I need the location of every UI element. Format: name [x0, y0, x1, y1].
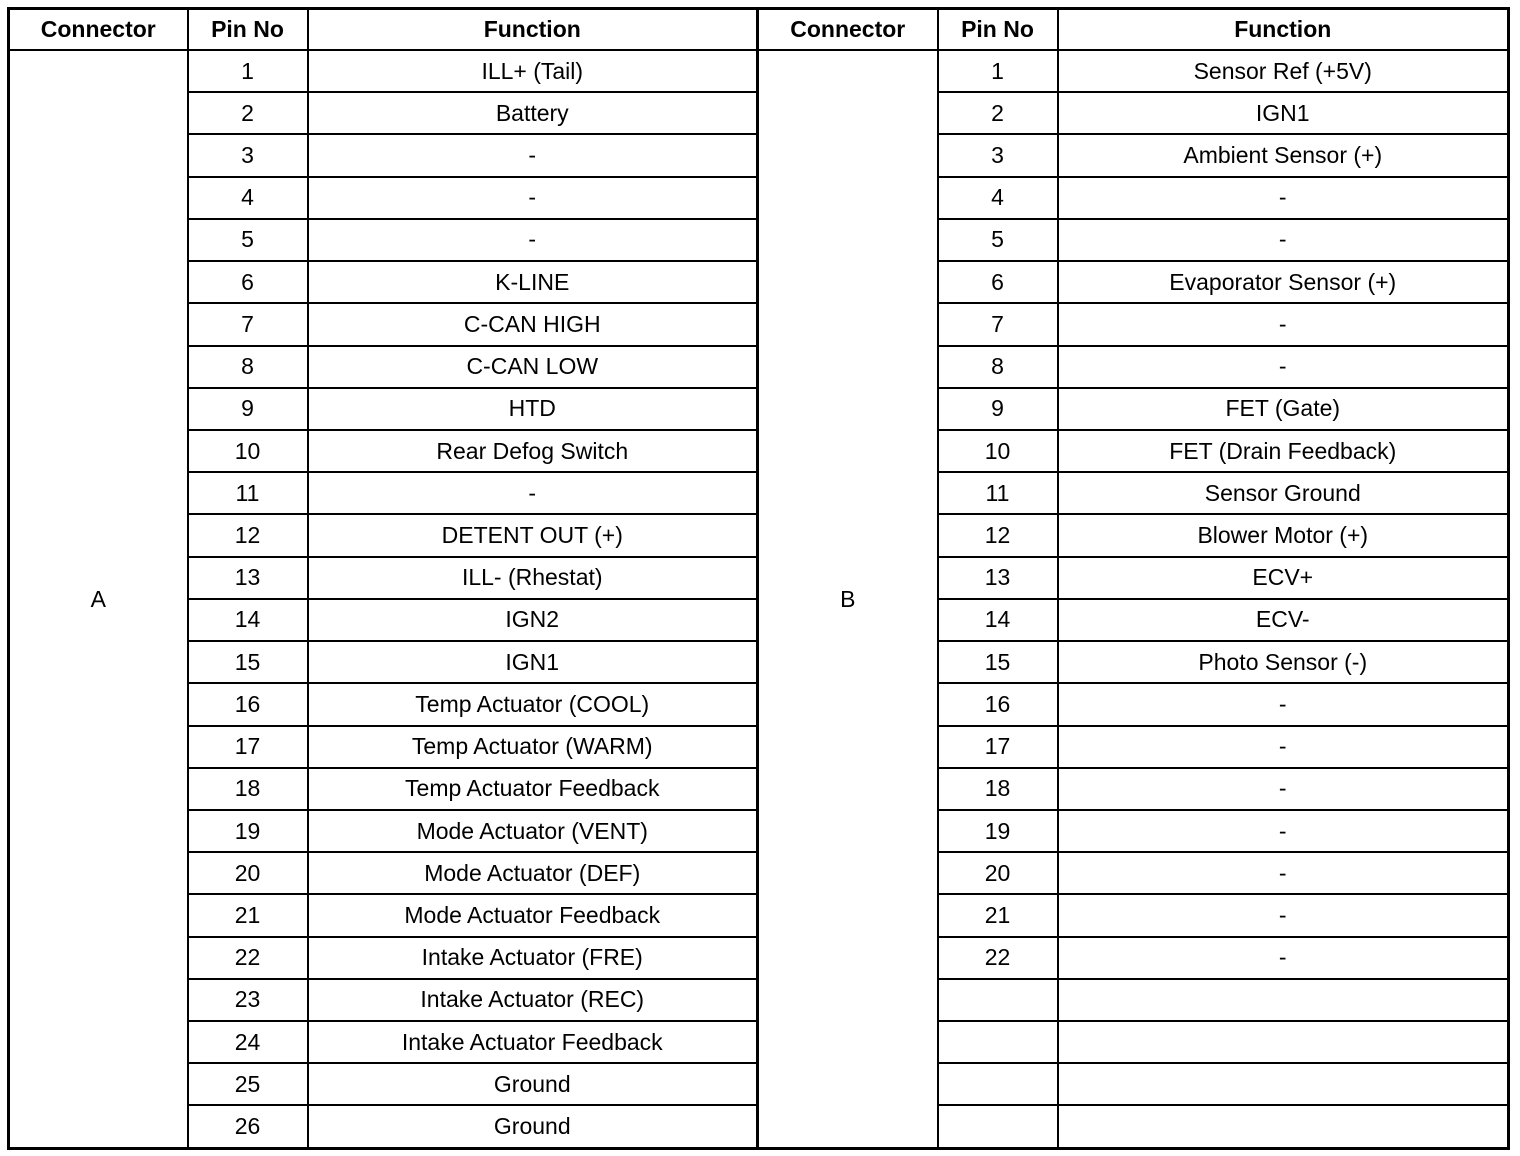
pin-no-b: 8 [938, 346, 1058, 388]
pin-no-a: 24 [188, 1021, 308, 1063]
function-b: - [1058, 346, 1509, 388]
pin-no-a: 12 [188, 514, 308, 556]
pin-no-b: 12 [938, 514, 1058, 556]
function-b [1058, 1105, 1509, 1148]
function-b: - [1058, 768, 1509, 810]
function-b: Ambient Sensor (+) [1058, 134, 1509, 176]
function-b: Photo Sensor (-) [1058, 641, 1509, 683]
connector-a-label: A [9, 50, 188, 1149]
function-b: - [1058, 303, 1509, 345]
function-b: ECV+ [1058, 557, 1509, 599]
function-b: - [1058, 852, 1509, 894]
function-a: Rear Defog Switch [308, 430, 758, 472]
pin-no-b: 10 [938, 430, 1058, 472]
pin-no-b: 4 [938, 177, 1058, 219]
function-a: C-CAN HIGH [308, 303, 758, 345]
function-a: Mode Actuator Feedback [308, 894, 758, 936]
pin-no-a: 11 [188, 472, 308, 514]
function-b: ECV- [1058, 599, 1509, 641]
function-b [1058, 979, 1509, 1021]
pin-no-a: 7 [188, 303, 308, 345]
pin-no-a: 15 [188, 641, 308, 683]
function-b: Evaporator Sensor (+) [1058, 261, 1509, 303]
function-b: Blower Motor (+) [1058, 514, 1509, 556]
function-a: IGN2 [308, 599, 758, 641]
function-a: Intake Actuator (REC) [308, 979, 758, 1021]
function-b [1058, 1063, 1509, 1105]
pin-no-a: 3 [188, 134, 308, 176]
function-a: Mode Actuator (DEF) [308, 852, 758, 894]
function-a: - [308, 177, 758, 219]
pin-no-b [938, 1021, 1058, 1063]
pin-no-b: 18 [938, 768, 1058, 810]
function-b: IGN1 [1058, 92, 1509, 134]
pin-no-b: 1 [938, 50, 1058, 92]
pin-no-b: 11 [938, 472, 1058, 514]
function-a: IGN1 [308, 641, 758, 683]
table-header [9, 9, 1509, 51]
pin-no-a: 14 [188, 599, 308, 641]
pin-no-b: 5 [938, 219, 1058, 261]
pin-no-b: 9 [938, 388, 1058, 430]
header-connector-a: Connector [9, 9, 188, 51]
pin-no-b: 13 [938, 557, 1058, 599]
pin-no-a: 21 [188, 894, 308, 936]
table-row [9, 50, 1509, 92]
pin-no-a: 20 [188, 852, 308, 894]
function-a: Ground [308, 1063, 758, 1105]
function-b: FET (Gate) [1058, 388, 1509, 430]
function-b: - [1058, 219, 1509, 261]
header-function-b: Function [1058, 9, 1509, 51]
pin-no-a: 13 [188, 557, 308, 599]
connector-pin-table [7, 7, 1510, 1150]
function-b: - [1058, 937, 1509, 979]
header-row [9, 9, 1509, 51]
function-a: Mode Actuator (VENT) [308, 810, 758, 852]
function-a: ILL- (Rhestat) [308, 557, 758, 599]
pin-no-b: 3 [938, 134, 1058, 176]
pin-no-b: 15 [938, 641, 1058, 683]
function-b: - [1058, 894, 1509, 936]
header-pin-no-a: Pin No [188, 9, 308, 51]
function-a: - [308, 219, 758, 261]
function-a: Intake Actuator Feedback [308, 1021, 758, 1063]
function-b: - [1058, 683, 1509, 725]
connector-b-label: B [758, 50, 938, 1149]
pin-no-a: 22 [188, 937, 308, 979]
pin-no-b [938, 979, 1058, 1021]
pin-no-a: 16 [188, 683, 308, 725]
pin-no-a: 18 [188, 768, 308, 810]
pin-no-b: 20 [938, 852, 1058, 894]
function-a: DETENT OUT (+) [308, 514, 758, 556]
pin-no-b: 17 [938, 726, 1058, 768]
function-a: Temp Actuator (WARM) [308, 726, 758, 768]
function-b: Sensor Ground [1058, 472, 1509, 514]
function-a: Intake Actuator (FRE) [308, 937, 758, 979]
pin-no-a: 6 [188, 261, 308, 303]
function-a: K-LINE [308, 261, 758, 303]
pin-no-b: 6 [938, 261, 1058, 303]
function-b: - [1058, 726, 1509, 768]
function-a: - [308, 134, 758, 176]
function-b: - [1058, 810, 1509, 852]
function-b: FET (Drain Feedback) [1058, 430, 1509, 472]
function-b: - [1058, 177, 1509, 219]
pin-no-b: 14 [938, 599, 1058, 641]
pin-no-a: 10 [188, 430, 308, 472]
pin-no-b [938, 1063, 1058, 1105]
function-a: C-CAN LOW [308, 346, 758, 388]
pin-no-a: 25 [188, 1063, 308, 1105]
function-a: HTD [308, 388, 758, 430]
pin-no-a: 5 [188, 219, 308, 261]
pin-no-a: 23 [188, 979, 308, 1021]
function-a: Ground [308, 1105, 758, 1148]
pin-no-a: 1 [188, 50, 308, 92]
function-a: - [308, 472, 758, 514]
function-b: Sensor Ref (+5V) [1058, 50, 1509, 92]
pin-no-a: 9 [188, 388, 308, 430]
pin-no-b: 16 [938, 683, 1058, 725]
function-a: ILL+ (Tail) [308, 50, 758, 92]
pin-no-b: 19 [938, 810, 1058, 852]
pin-no-a: 26 [188, 1105, 308, 1148]
pin-no-b: 22 [938, 937, 1058, 979]
function-a: Battery [308, 92, 758, 134]
pin-no-b: 7 [938, 303, 1058, 345]
pin-no-a: 2 [188, 92, 308, 134]
pin-no-b [938, 1105, 1058, 1148]
function-a: Temp Actuator Feedback [308, 768, 758, 810]
header-connector-b: Connector [758, 9, 938, 51]
function-a: Temp Actuator (COOL) [308, 683, 758, 725]
header-function-a: Function [308, 9, 758, 51]
header-pin-no-b: Pin No [938, 9, 1058, 51]
function-b [1058, 1021, 1509, 1063]
pin-no-b: 2 [938, 92, 1058, 134]
pin-no-b: 21 [938, 894, 1058, 936]
pin-no-a: 4 [188, 177, 308, 219]
pin-no-a: 8 [188, 346, 308, 388]
pin-no-a: 19 [188, 810, 308, 852]
pin-no-a: 17 [188, 726, 308, 768]
table-body [9, 50, 1509, 1149]
